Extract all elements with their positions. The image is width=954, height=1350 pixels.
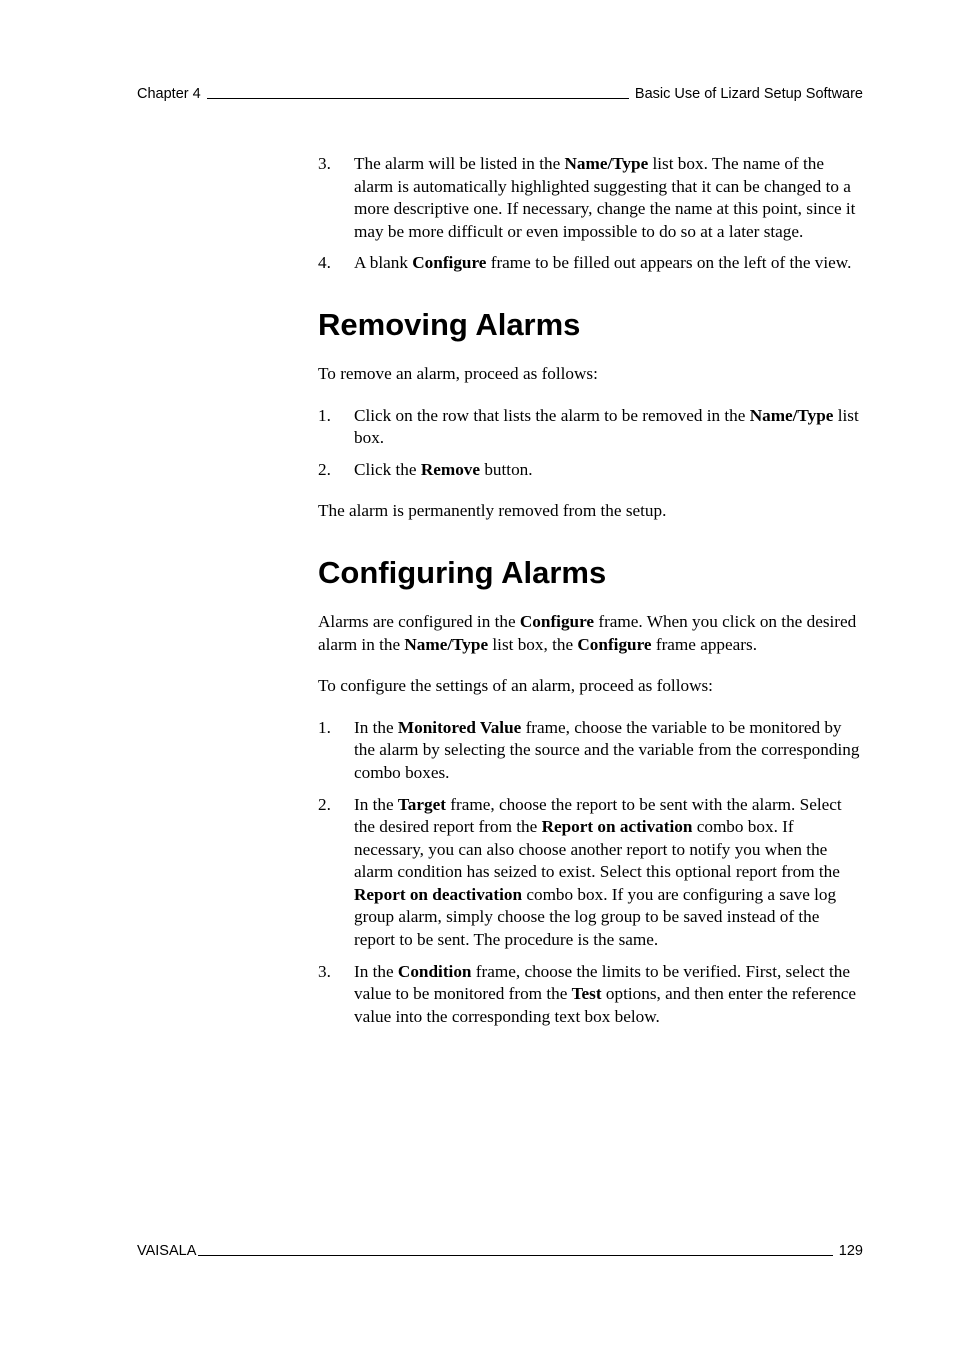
step-item xyxy=(318,405,863,450)
text-run: options, and then enter the reference value into the corresponding text box below. xyxy=(354,984,856,1026)
bold-term: Name/Type xyxy=(564,154,649,173)
page-content xyxy=(318,153,863,1028)
header-chapter: Chapter 4 xyxy=(137,86,201,102)
footer-company: VAISALA xyxy=(137,1243,197,1259)
page-footer xyxy=(137,1243,863,1259)
step-number: 4. xyxy=(318,253,331,273)
text-run: In the xyxy=(354,961,398,981)
text-run: A blank xyxy=(354,253,413,273)
bold-term: Report on deactivation xyxy=(354,884,523,904)
heading-removing-alarms: Removing Alarms xyxy=(318,306,581,342)
bold-term: Configure xyxy=(577,634,652,654)
step-item xyxy=(318,717,863,785)
text-run: The alarm will be listed in the xyxy=(354,154,565,173)
step-item xyxy=(318,252,863,275)
text-run: list box, the xyxy=(488,634,578,654)
step-item xyxy=(318,794,863,952)
configuring-intro xyxy=(318,611,863,656)
step-number: 3. xyxy=(318,154,331,173)
bold-term: Name/​Type xyxy=(749,405,834,425)
step-number: 3. xyxy=(318,961,331,981)
bold-term: Condition xyxy=(397,961,472,981)
text-run: combo box. If you are configuring a save log group alarm, simply choose the log group to be saved instead of the report to be sent. The procedure is the same. xyxy=(354,884,837,950)
text-run: In the xyxy=(354,794,398,814)
configuring-steps-list xyxy=(318,717,863,1029)
bold-term: Test xyxy=(571,984,602,1004)
configuring-intro-2: To configure the settings of an alarm, proceed as follows: xyxy=(318,676,713,696)
text-run: frame, choose the variable to be monitored by the alarm by selecting the source and the variable from the corresponding combo boxes. xyxy=(354,717,860,782)
text-run: Click the xyxy=(354,459,421,479)
text-run: frame, choose the limits to be verified. First, select the value to be monitored from the xyxy=(354,961,850,1004)
text-run: frame to be filled out appears on the left of the view. xyxy=(486,253,852,273)
header-title: Basic Use of Lizard Setup Software xyxy=(634,86,863,102)
text-run: list box. xyxy=(354,405,859,448)
text-run: button. xyxy=(480,459,533,479)
page-header xyxy=(137,86,863,102)
text-run: frame, choose the report to be sent with the alarm. Select the desired report from the xyxy=(354,794,842,837)
text-run: list box. The name of the alarm is automatically highlighted suggesting that it can be changed to a more descriptive one. If necessary, change the name at this point, since it may be more difficult or even impossible to do so at a later stage. xyxy=(354,154,856,241)
bold-term: Name/Type xyxy=(404,634,489,654)
step-item xyxy=(318,153,863,243)
removing-result: The alarm is permanently removed from the setup. xyxy=(318,501,667,521)
footer-rule xyxy=(198,1255,832,1256)
bold-term: Target xyxy=(397,794,446,814)
removing-intro: To remove an alarm, proceed as follows: xyxy=(318,363,598,383)
bold-term: Monitored Value xyxy=(397,717,522,737)
heading-configuring-alarms: Configuring Alarms xyxy=(318,554,607,590)
text-run: frame. When you click on the desired alarm in the xyxy=(318,611,857,654)
text-run: Click on the row that lists the alarm to be removed in the xyxy=(354,405,750,425)
step-number: 2. xyxy=(318,459,331,479)
text-run: combo box. If necessary, you can also choose another report to notify you when the alarm condition has seized to exist. Select this optional report from the xyxy=(354,817,840,882)
bold-term: Configure xyxy=(519,611,595,631)
intro-steps-list xyxy=(318,153,863,275)
header-rule xyxy=(207,98,629,99)
removing-steps-list xyxy=(318,405,863,482)
step-number: 1. xyxy=(318,405,331,425)
step-item xyxy=(318,961,863,1029)
step-number: 1. xyxy=(318,717,331,737)
step-number: 2. xyxy=(318,794,331,814)
step-item xyxy=(318,459,863,482)
page-number: 129 xyxy=(838,1243,863,1259)
text-run: In the xyxy=(354,717,398,737)
text-run: Alarms are configured in the xyxy=(318,611,520,631)
text-run: frame appears. xyxy=(651,634,757,654)
bold-term: Configure xyxy=(412,253,487,273)
bold-term: Remove xyxy=(420,459,481,479)
bold-term: Report on activation xyxy=(541,817,693,837)
